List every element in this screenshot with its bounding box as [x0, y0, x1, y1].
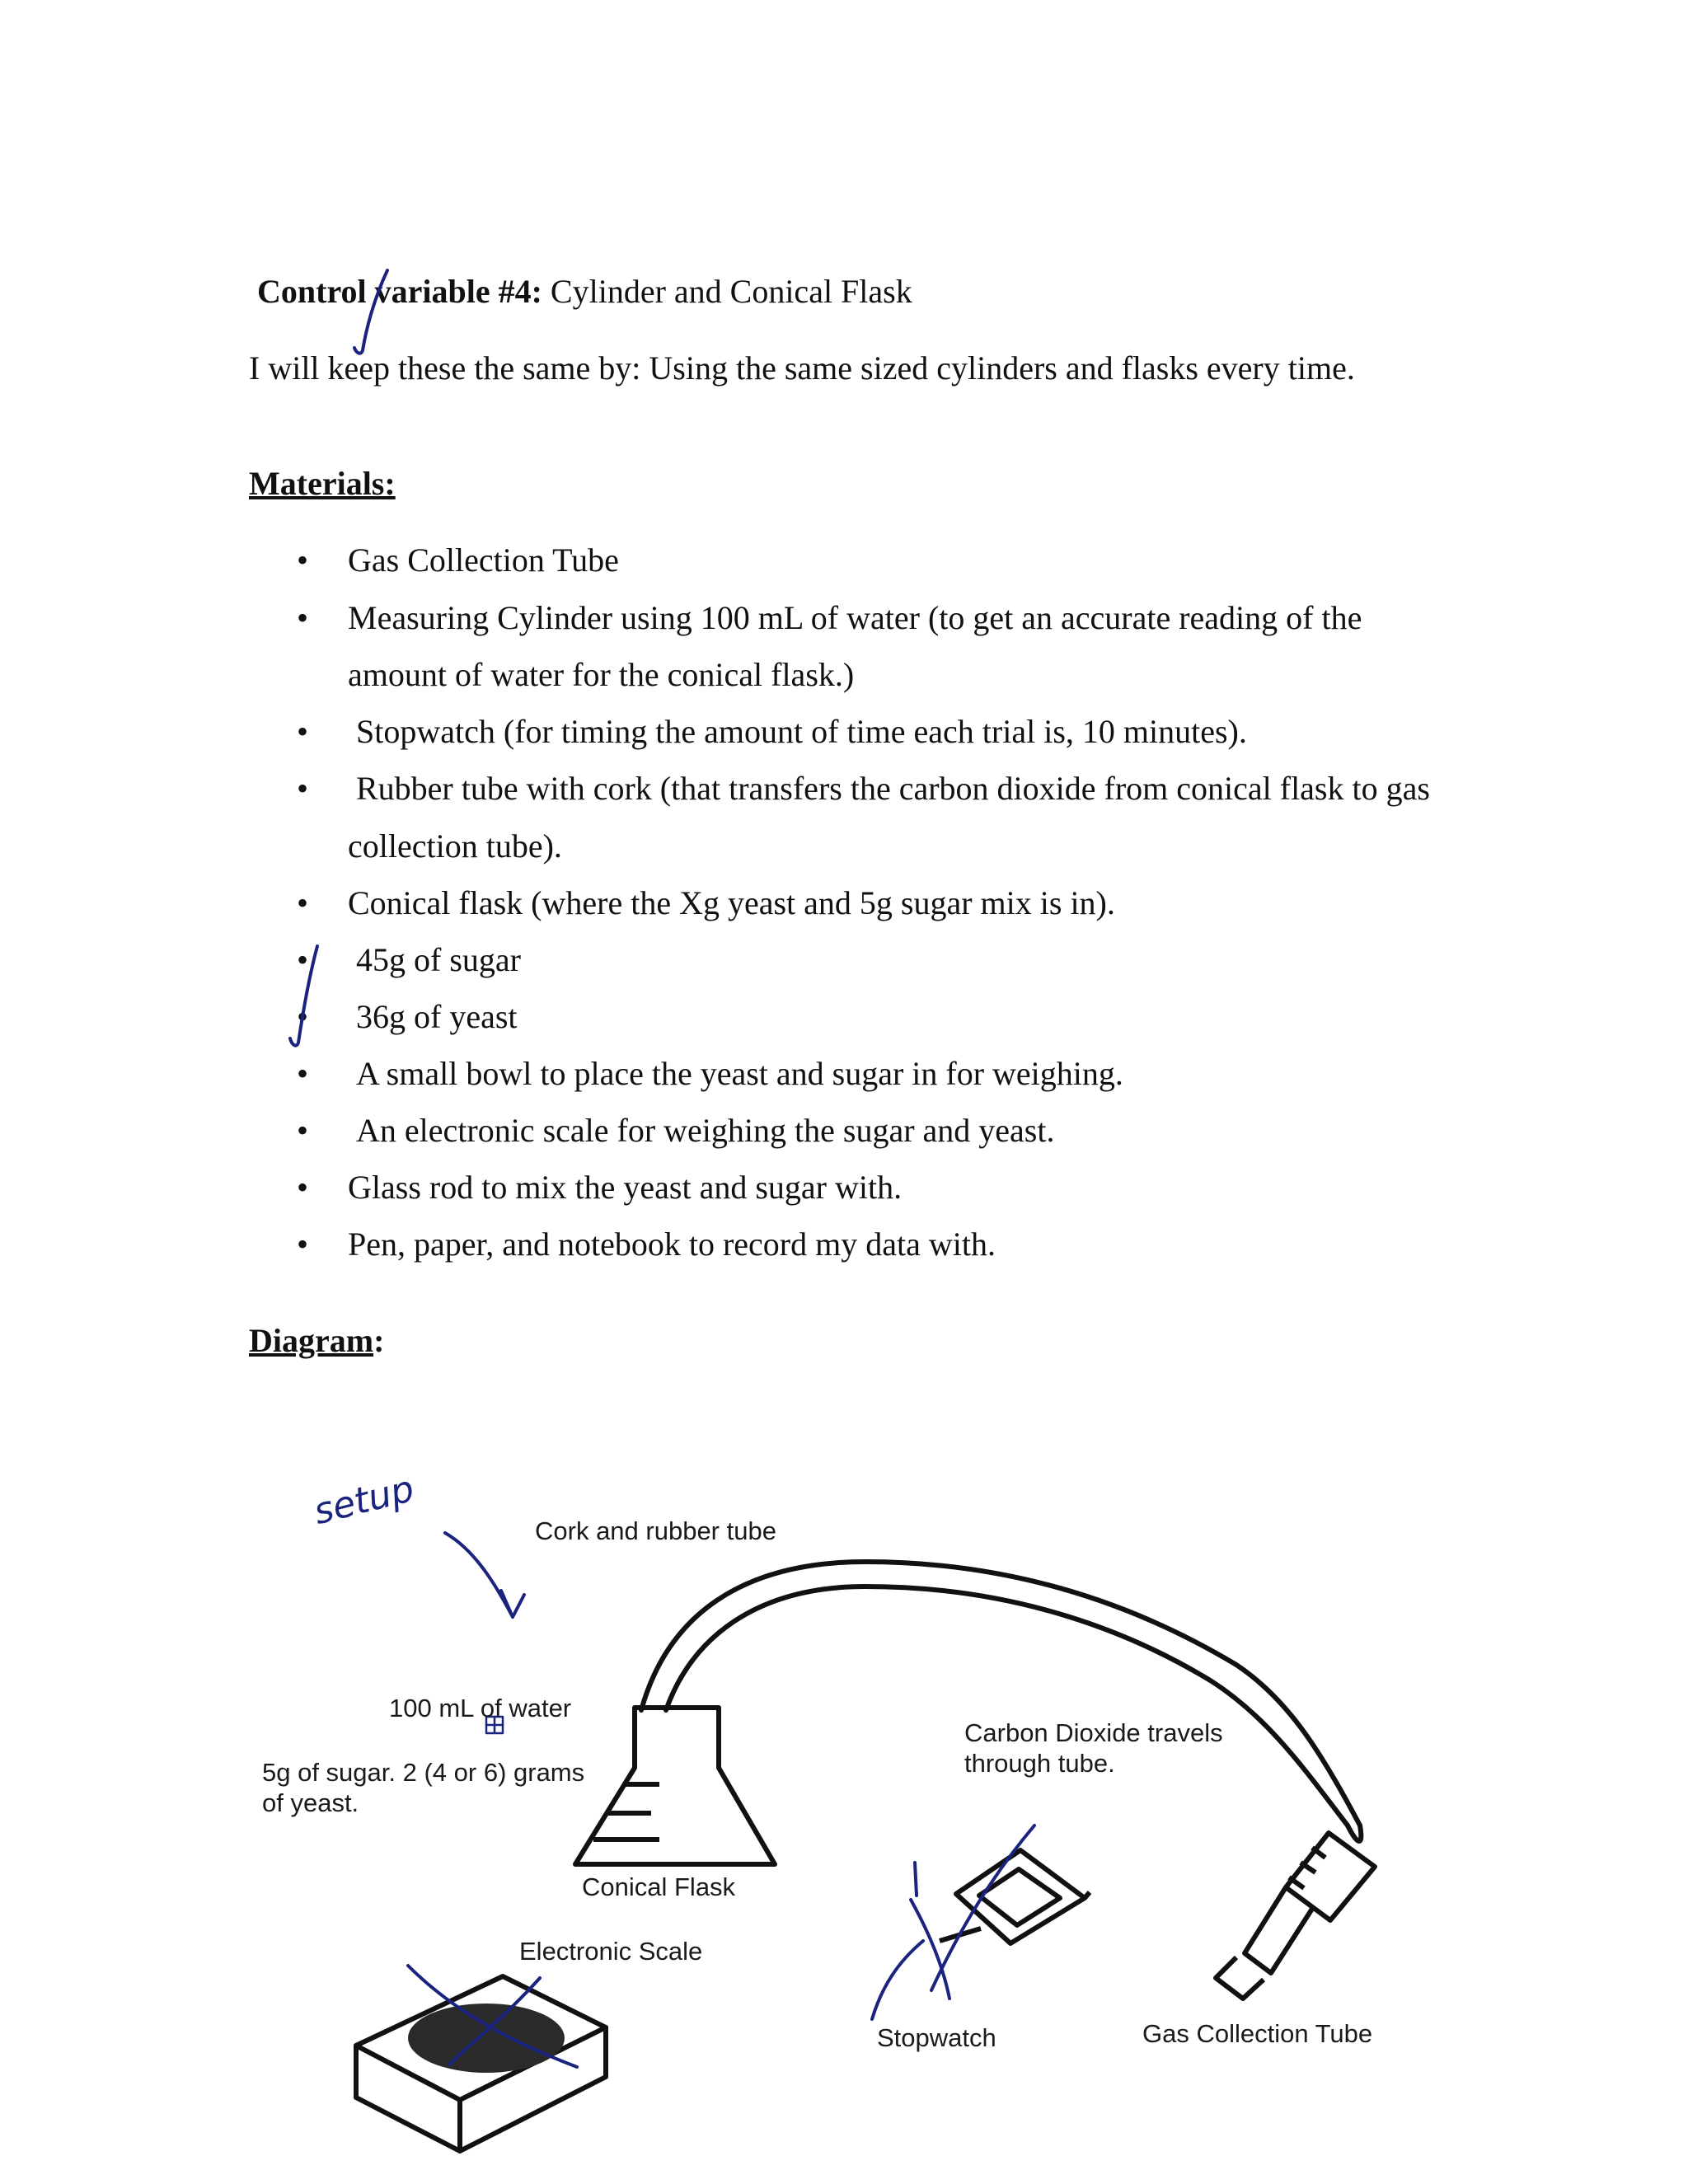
gas-tube-label: Gas Collection Tube [1142, 2019, 1373, 2048]
gas-collection-tube-shape [1216, 1833, 1375, 1999]
control-variable-line [257, 272, 912, 311]
material-text: 45g of sugar [356, 941, 521, 978]
conical-flask-label: Conical Flask [582, 1872, 736, 1901]
bullet-icon: • [297, 541, 309, 579]
material-text-continued: collection tube). [348, 827, 562, 865]
material-text: Measuring Cylinder using 100 mL of water (to get an accurate reading of the [348, 599, 1362, 636]
diagram-heading [249, 1321, 384, 1360]
bullet-icon: • [297, 884, 309, 921]
material-text-continued: amount of water for the conical flask.) [348, 656, 855, 693]
water-label: 100 mL of water [389, 1694, 572, 1722]
diagram-heading-colon: : [373, 1322, 385, 1359]
bullet-icon: • [297, 1169, 309, 1206]
sugar-yeast-label: 5g of sugar. 2 (4 or 6) grams of yeast. [262, 1758, 585, 1817]
keep-same-statement: I will keep these the same by: Using the same sized cylinders and flasks every time. [249, 349, 1355, 387]
material-text: A small bowl to place the yeast and sugar in for weighing. [356, 1055, 1123, 1092]
control-variable-label: Control variable #4: [257, 273, 542, 310]
material-text: Conical flask (where the Xg yeast and 5g sugar mix is in). [348, 884, 1115, 921]
material-text: Glass rod to mix the yeast and sugar with. [348, 1169, 903, 1206]
material-text: Pen, paper, and notebook to record my data with. [348, 1226, 996, 1263]
material-text: An electronic scale for weighing the sugar and yeast. [356, 1112, 1055, 1149]
rubber-tube-shape [641, 1562, 1361, 1841]
diagram-heading-text: Diagram [249, 1322, 374, 1359]
stopwatch-label: Stopwatch [877, 2023, 996, 2052]
bullet-icon: • [297, 599, 309, 636]
bullet-icon: • [297, 713, 309, 750]
bullet-icon: • [297, 1226, 309, 1263]
bullet-icon: • [297, 998, 309, 1035]
bullet-icon: • [297, 770, 309, 807]
control-variable-value: Cylinder and Conical Flask [550, 273, 912, 310]
setup-annotation: setup [309, 1467, 419, 1534]
material-text: Rubber tube with cork (that transfers the carbon dioxide from conical flask to gas [356, 770, 1430, 807]
electronic-scale-shape [356, 1976, 606, 2151]
stopwatch-shape [940, 1850, 1090, 1943]
bullet-icon: • [297, 1112, 309, 1149]
material-text: 36g of yeast [356, 998, 518, 1035]
bullet-icon: • [297, 1055, 309, 1092]
materials-heading: Materials: [249, 465, 396, 502]
bullet-icon: • [297, 941, 309, 978]
material-text: Gas Collection Tube [348, 541, 619, 579]
material-text: Stopwatch (for timing the amount of time each trial is, 10 minutes). [356, 713, 1247, 750]
electronic-scale-label: Electronic Scale [519, 1937, 703, 1966]
co2-label: Carbon Dioxide travels through tube. [964, 1718, 1223, 1778]
cork-label: Cork and rubber tube [535, 1516, 776, 1545]
